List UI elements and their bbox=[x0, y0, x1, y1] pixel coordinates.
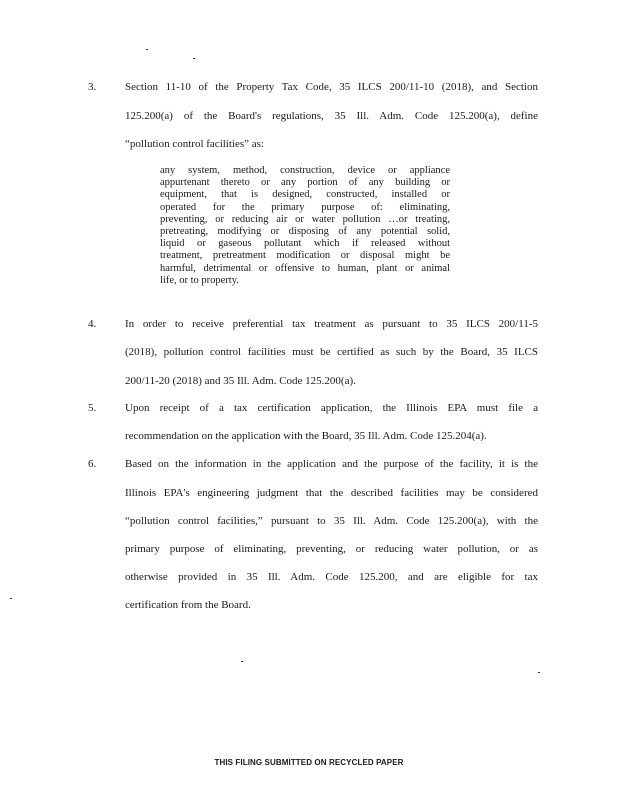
scan-speck bbox=[193, 58, 195, 59]
quote-line: equipment, that is designed, constructed, installed or bbox=[160, 189, 450, 201]
paragraph-line: recommendation on the application with the Board, 35 Ill. Adm. Code 125.204(a). bbox=[125, 430, 487, 442]
quote-line: any system, method, construction, device or appliance bbox=[160, 165, 450, 176]
paragraph-line: 125.200(a) of the Board's regulations, 35 Ill. Adm. Code 125.200(a), define bbox=[125, 110, 538, 122]
paragraph-line: “pollution control facilities” as: bbox=[125, 138, 264, 150]
scan-speck bbox=[538, 672, 540, 673]
paragraph-number: 5. bbox=[88, 402, 97, 414]
quote-line: harmful, detrimental or offensive to human, plant or animal bbox=[160, 262, 450, 274]
quote-line: appurtenant thereto or any portion of any building or bbox=[160, 177, 450, 189]
quote-line: life, or to property. bbox=[160, 274, 239, 286]
quote-line: operated for the primary purpose of: eliminating, bbox=[160, 201, 450, 213]
paragraph-number: 3. bbox=[88, 81, 97, 93]
paragraph-line: certification from the Board. bbox=[125, 599, 251, 611]
block-quote bbox=[160, 165, 450, 287]
paragraph-line: Illinois EPA's engineering judgment that the described facilities may be considered bbox=[125, 487, 538, 499]
quote-line: liquid or gaseous pollutant which if released without bbox=[160, 238, 450, 250]
paragraph-line: “pollution control facilities,” pursuant to 35 Ill. Adm. Code 125.200(a), with the bbox=[125, 515, 538, 527]
scan-speck bbox=[10, 598, 12, 599]
paragraph-line: Section 11-10 of the Property Tax Code, 35 ILCS 200/11-10 (2018), and Section bbox=[125, 81, 538, 93]
quote-line: treatment, pretreatment modification or disposal might be bbox=[160, 250, 450, 262]
quote-line: pretreating, modifying or disposing of any potential solid, bbox=[160, 225, 450, 237]
paragraph-line: Upon receipt of a tax certification application, the Illinois EPA must file a bbox=[125, 402, 538, 414]
paragraph-number: 4. bbox=[88, 318, 97, 330]
paragraph-line: 200/11-20 (2018) and 35 Ill. Adm. Code 125.200(a). bbox=[125, 375, 356, 387]
paragraph-number: 6. bbox=[88, 458, 97, 470]
paragraph-line: In order to receive preferential tax treatment as pursuant to 35 ILCS 200/11-5 bbox=[125, 318, 538, 330]
quote-line: preventing, or reducing air or water pollution …or treating, bbox=[160, 213, 450, 225]
paragraph-line: primary purpose of eliminating, preventing, or reducing water pollution, or as bbox=[125, 543, 538, 555]
paragraph-line: otherwise provided in 35 Ill. Adm. Code 125.200, and are eligible for tax bbox=[125, 571, 538, 583]
scan-speck bbox=[146, 49, 148, 50]
paragraph-line: Based on the information in the application and the purpose of the facility, it is the bbox=[125, 458, 538, 470]
page-footer: THIS FILING SUBMITTED ON RECYCLED PAPER bbox=[214, 758, 404, 767]
paragraph-line: (2018), pollution control facilities must be certified as such by the Board, 35 ILCS bbox=[125, 346, 538, 358]
scan-speck bbox=[241, 661, 243, 662]
